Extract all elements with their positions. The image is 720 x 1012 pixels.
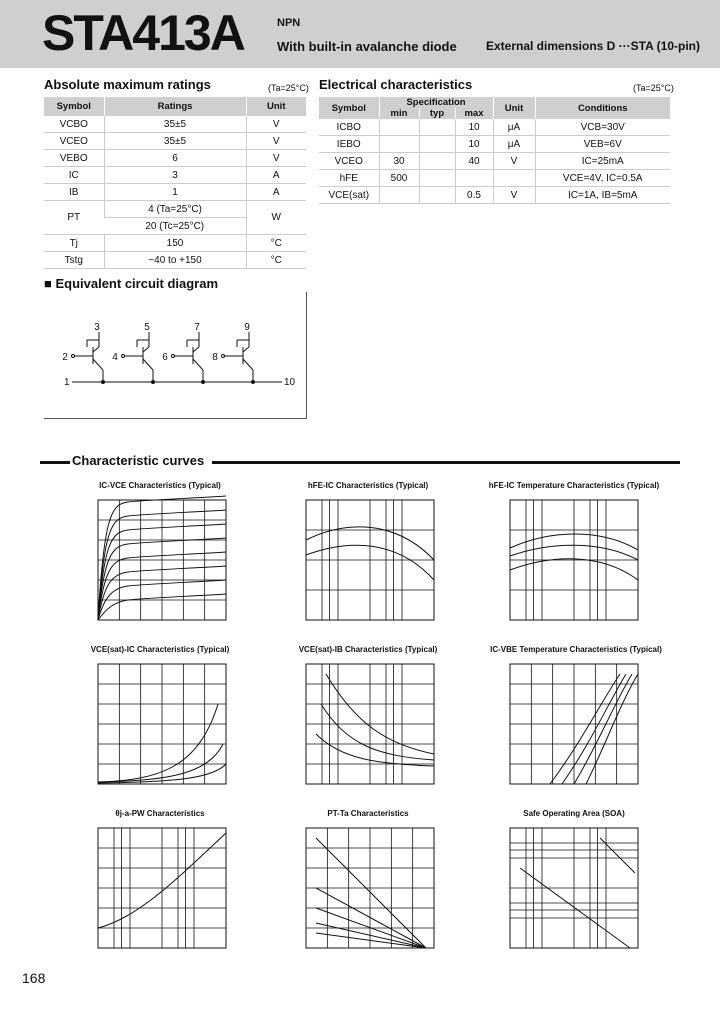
table-row: VCBO 35±5 V <box>44 116 306 133</box>
col-unit: Unit <box>246 97 306 116</box>
chart-theta-pw <box>84 822 244 970</box>
chart-title-ic-vce: IC-VCE Characteristics (Typical) <box>99 481 221 490</box>
transistor-type: NPN <box>277 17 301 29</box>
pin-label: 2 <box>62 352 68 363</box>
junction-dot <box>102 381 105 384</box>
col-unit: Unit <box>493 97 535 119</box>
chart-title-ic-vbe-temp: IC-VBE Temperature Characteristics (Typical) <box>490 645 662 654</box>
plot-area <box>98 664 226 784</box>
col-symbol: Symbol <box>44 97 104 116</box>
col-symbol: Symbol <box>319 97 379 119</box>
curve <box>316 838 426 948</box>
emitter-line <box>143 359 153 370</box>
plot-area <box>98 828 226 948</box>
curve <box>98 704 218 782</box>
table-row: VCEO 30 40 V IC=25mA <box>319 153 670 170</box>
pin-label: 7 <box>194 322 200 333</box>
col-specification: Specification <box>379 97 493 108</box>
collector-line <box>143 347 149 352</box>
chart-ic-vbe-temp <box>496 658 656 806</box>
table-row: VEBO 6 V <box>44 150 306 167</box>
col-max: max <box>455 108 493 119</box>
curve <box>520 868 630 948</box>
part-number: STA413A <box>42 5 244 61</box>
col-typ: typ <box>419 108 455 119</box>
equivalent-circuit-diagram <box>44 292 306 418</box>
pin-label: 9 <box>244 322 250 333</box>
table-row: 20 (Tc=25°C) <box>44 218 306 235</box>
table-row: VCEO 35±5 V <box>44 133 306 150</box>
curve <box>316 888 426 948</box>
plot-area <box>510 664 638 784</box>
chart-vcesat-ic <box>84 658 244 806</box>
col-conditions: Conditions <box>535 97 670 119</box>
junction-dot <box>252 381 255 384</box>
elec-char-condition: (Ta=25°C) <box>633 83 674 93</box>
table-row: PT 4 (Ta=25°C) W <box>44 201 306 218</box>
chart-title-vcesat-ib: VCE(sat)-IB Characteristics (Typical) <box>298 645 438 654</box>
pin-label: 6 <box>162 352 168 363</box>
base-terminal <box>122 355 125 358</box>
chart-title-hfe-ic-temp: hFE-IC Temperature Characteristics (Typical) <box>488 481 660 490</box>
plot-area <box>306 664 434 784</box>
page-number: 168 <box>22 970 46 986</box>
elec-char-title: Electrical characteristics <box>319 77 473 92</box>
pin-label: 5 <box>144 322 150 333</box>
table-row: VCE(sat) 0.5 V IC=1A, IB=5mA <box>319 187 670 204</box>
junction-dot <box>202 381 205 384</box>
collector-line <box>93 347 99 352</box>
table-row: IC 3 A <box>44 167 306 184</box>
chart-title-theta-pw: θj-a-PW Characteristics <box>115 809 205 818</box>
abs-max-title: Absolute maximum ratings <box>44 77 211 92</box>
base-terminal <box>72 355 75 358</box>
emitter-line <box>243 359 253 370</box>
chart-title-hfe-ic: hFE-IC Characteristics (Typical) <box>307 481 429 490</box>
chart-title-vcesat-ic: VCE(sat)-IC Characteristics (Typical) <box>90 645 230 654</box>
table-row: Tj 150 °C <box>44 235 306 252</box>
table-row: IB 1 A <box>44 184 306 201</box>
pin-label: 3 <box>94 322 100 333</box>
curve <box>574 674 632 784</box>
chart-hfe-ic <box>292 494 452 642</box>
circuit-title: ■ Equivalent circuit diagram <box>44 276 219 291</box>
plot-area <box>510 828 638 948</box>
external-dimensions: External dimensions D ···STA (10-pin) <box>485 39 700 53</box>
page-header <box>0 0 720 68</box>
pin-label: 8 <box>212 352 218 363</box>
chart-ic-vce <box>84 494 244 642</box>
curve <box>98 744 223 782</box>
plot-area <box>510 500 638 620</box>
elec-char-table <box>319 97 670 204</box>
chart-pt-ta <box>292 822 452 970</box>
table-row: hFE 500 VCE=4V, IC=0.5A <box>319 170 670 187</box>
base-terminal <box>172 355 175 358</box>
curves-section-title: Characteristic curves <box>40 455 680 469</box>
collector-line <box>193 347 199 352</box>
collector-line <box>243 347 249 352</box>
pin-label: 1 <box>64 377 70 388</box>
chart-title-soa: Safe Operating Area (SOA) <box>523 809 625 818</box>
plot-area <box>306 828 434 948</box>
junction-dot <box>152 381 155 384</box>
plot-area <box>306 500 434 620</box>
chart-soa <box>496 822 656 970</box>
chart-hfe-ic-temp <box>496 494 656 642</box>
part-description: With built-in avalanche diode <box>277 39 457 54</box>
curve <box>550 674 620 784</box>
emitter-line <box>193 359 203 370</box>
pin-label: 10 <box>284 377 296 388</box>
col-min: min <box>379 108 419 119</box>
col-ratings: Ratings <box>104 97 246 116</box>
chart-vcesat-ib <box>292 658 452 806</box>
curve <box>586 674 638 784</box>
curve <box>326 674 434 754</box>
abs-max-table <box>44 97 306 269</box>
table-row: ICBO 10 μA VCB=30V <box>319 119 670 136</box>
base-terminal <box>222 355 225 358</box>
plot-area <box>98 496 226 620</box>
abs-max-condition: (Ta=25°C) <box>268 83 309 93</box>
pin-label: 4 <box>112 352 118 363</box>
chart-title-pt-ta: PT-Ta Characteristics <box>327 809 409 818</box>
table-row: IEBO 10 μA VEB=6V <box>319 136 670 153</box>
emitter-line <box>93 359 103 370</box>
table-row: Tstg −40 to +150 °C <box>44 252 306 269</box>
